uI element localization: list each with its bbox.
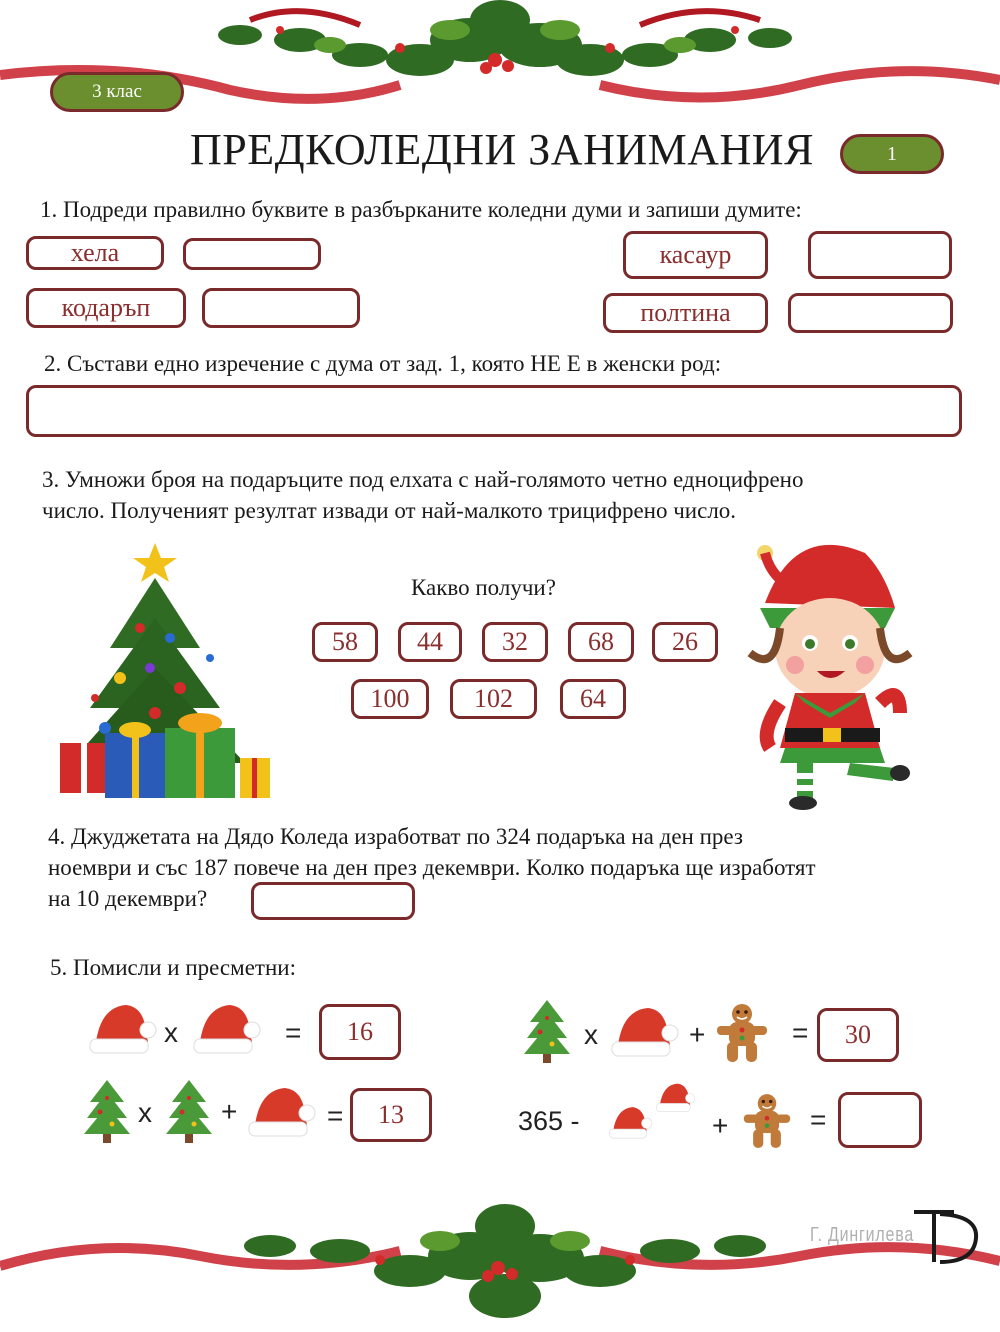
author-signature: Г. Дингилева (810, 1224, 915, 1246)
christmas-tree-icon (82, 1076, 132, 1144)
equals-sign: = (810, 1104, 827, 1135)
result-value: 13 (378, 1100, 404, 1129)
result-value: 16 (347, 1017, 373, 1046)
question-4-line-2: ноември и със 187 повече на ден през декември. Колко подаръка ще изработят (48, 855, 816, 880)
scrambled-word-3 (623, 231, 768, 279)
answer-option[interactable] (482, 622, 548, 662)
answer-option[interactable] (450, 679, 537, 719)
scrambled-word-1 (26, 236, 164, 270)
answer-option[interactable] (652, 622, 718, 662)
question-1-text: 1. Подреди правилно буквите в разбърканите коледни думи и запиши думите: (40, 197, 802, 222)
equals-sign: = (792, 1017, 809, 1048)
santa-hat-icon (86, 997, 158, 1059)
question-2-text: 2. Състави едно изречение с дума от зад. 1, която НЕ Е в женски род: (44, 351, 722, 376)
answer-option-text: 32 (502, 627, 528, 656)
grade-badge (50, 72, 184, 112)
answer-option-text: 64 (580, 684, 606, 713)
answer-box-word-1[interactable] (183, 238, 321, 270)
santa-hat-icon (606, 1102, 654, 1142)
answer-option[interactable] (351, 679, 429, 719)
answer-option-text: 26 (672, 627, 698, 656)
christmas-tree-icon (522, 996, 572, 1064)
answer-option-text: 100 (370, 684, 410, 713)
result-value: 30 (845, 1020, 871, 1049)
grade-label: 3 клас (92, 81, 142, 102)
question-3-line-2: число. Полученият резултат извади от най-малкото трицифрено число. (42, 498, 737, 523)
equals-sign: = (285, 1017, 302, 1048)
answer-box-word-2[interactable] (202, 288, 360, 328)
scrambled-word-4 (603, 293, 768, 333)
answer-box-word-3[interactable] (808, 231, 952, 279)
plus-sign: + (712, 1110, 729, 1141)
page-number: 1 (887, 142, 897, 165)
result-box-final-expression[interactable] (838, 1092, 922, 1148)
result-box-hat-squared[interactable] (319, 1004, 401, 1060)
answer-option[interactable] (568, 622, 634, 662)
page-title: ПРЕДКОЛЕДНИ ЗАНИМАНИЯ (190, 125, 814, 174)
what-did-you-get-prompt: Какво получи? (411, 575, 556, 600)
result-box-trees-plus-hat[interactable] (350, 1088, 432, 1142)
scrambled-word-2 (26, 288, 186, 328)
question-4-answer-box[interactable] (251, 882, 415, 920)
answer-option-text: 58 (332, 627, 358, 656)
page-number-badge (840, 134, 944, 174)
question-5-text: 5. Помисли и пресметни: (50, 955, 296, 980)
sentence-answer-box[interactable] (26, 385, 962, 437)
equals-sign: = (327, 1100, 344, 1131)
multiply-sign: x (584, 1019, 598, 1050)
answer-option[interactable] (560, 679, 626, 719)
gingerbread-man-icon (742, 1092, 792, 1150)
answer-option[interactable] (398, 622, 462, 662)
santa-hat-icon (245, 1080, 317, 1142)
multiply-sign: x (138, 1097, 152, 1128)
gingerbread-man-icon (715, 1002, 769, 1064)
elf-image (735, 533, 915, 813)
santa-hat-icon (608, 1000, 680, 1062)
answer-option-text: 44 (417, 627, 443, 656)
plus-sign: + (689, 1019, 706, 1050)
answer-option-text: 68 (588, 627, 614, 656)
christmas-tree-icon (164, 1076, 214, 1144)
question-3-line-1: 3. Умножи броя на подаръците под елхата с най-голямото четно едноцифрено (42, 467, 804, 492)
author-logo-icon (910, 1206, 982, 1270)
santa-hat-icon (654, 1078, 696, 1116)
scrambled-word-text: полтина (640, 298, 731, 327)
minus-expression: 365 - (518, 1106, 580, 1136)
christmas-tree-image (50, 538, 275, 803)
scrambled-word-text: хела (70, 238, 120, 267)
result-box-tree-hat-gingerbread[interactable] (817, 1008, 899, 1062)
bottom-garland (0, 1196, 1000, 1332)
answer-box-word-4[interactable] (788, 293, 953, 333)
question-4-line-3: на 10 декември? (48, 886, 208, 911)
santa-hat-icon (190, 997, 262, 1059)
plus-sign: + (221, 1096, 238, 1127)
question-4-line-1: 4. Джуджетата на Дядо Коледа изработват по 324 подаръка на ден през (48, 824, 743, 849)
answer-option[interactable] (312, 622, 378, 662)
answer-option-text: 102 (474, 684, 513, 713)
scrambled-word-text: касаур (659, 240, 732, 269)
scrambled-word-text: кодаръп (61, 293, 151, 322)
multiply-sign: x (164, 1017, 178, 1048)
